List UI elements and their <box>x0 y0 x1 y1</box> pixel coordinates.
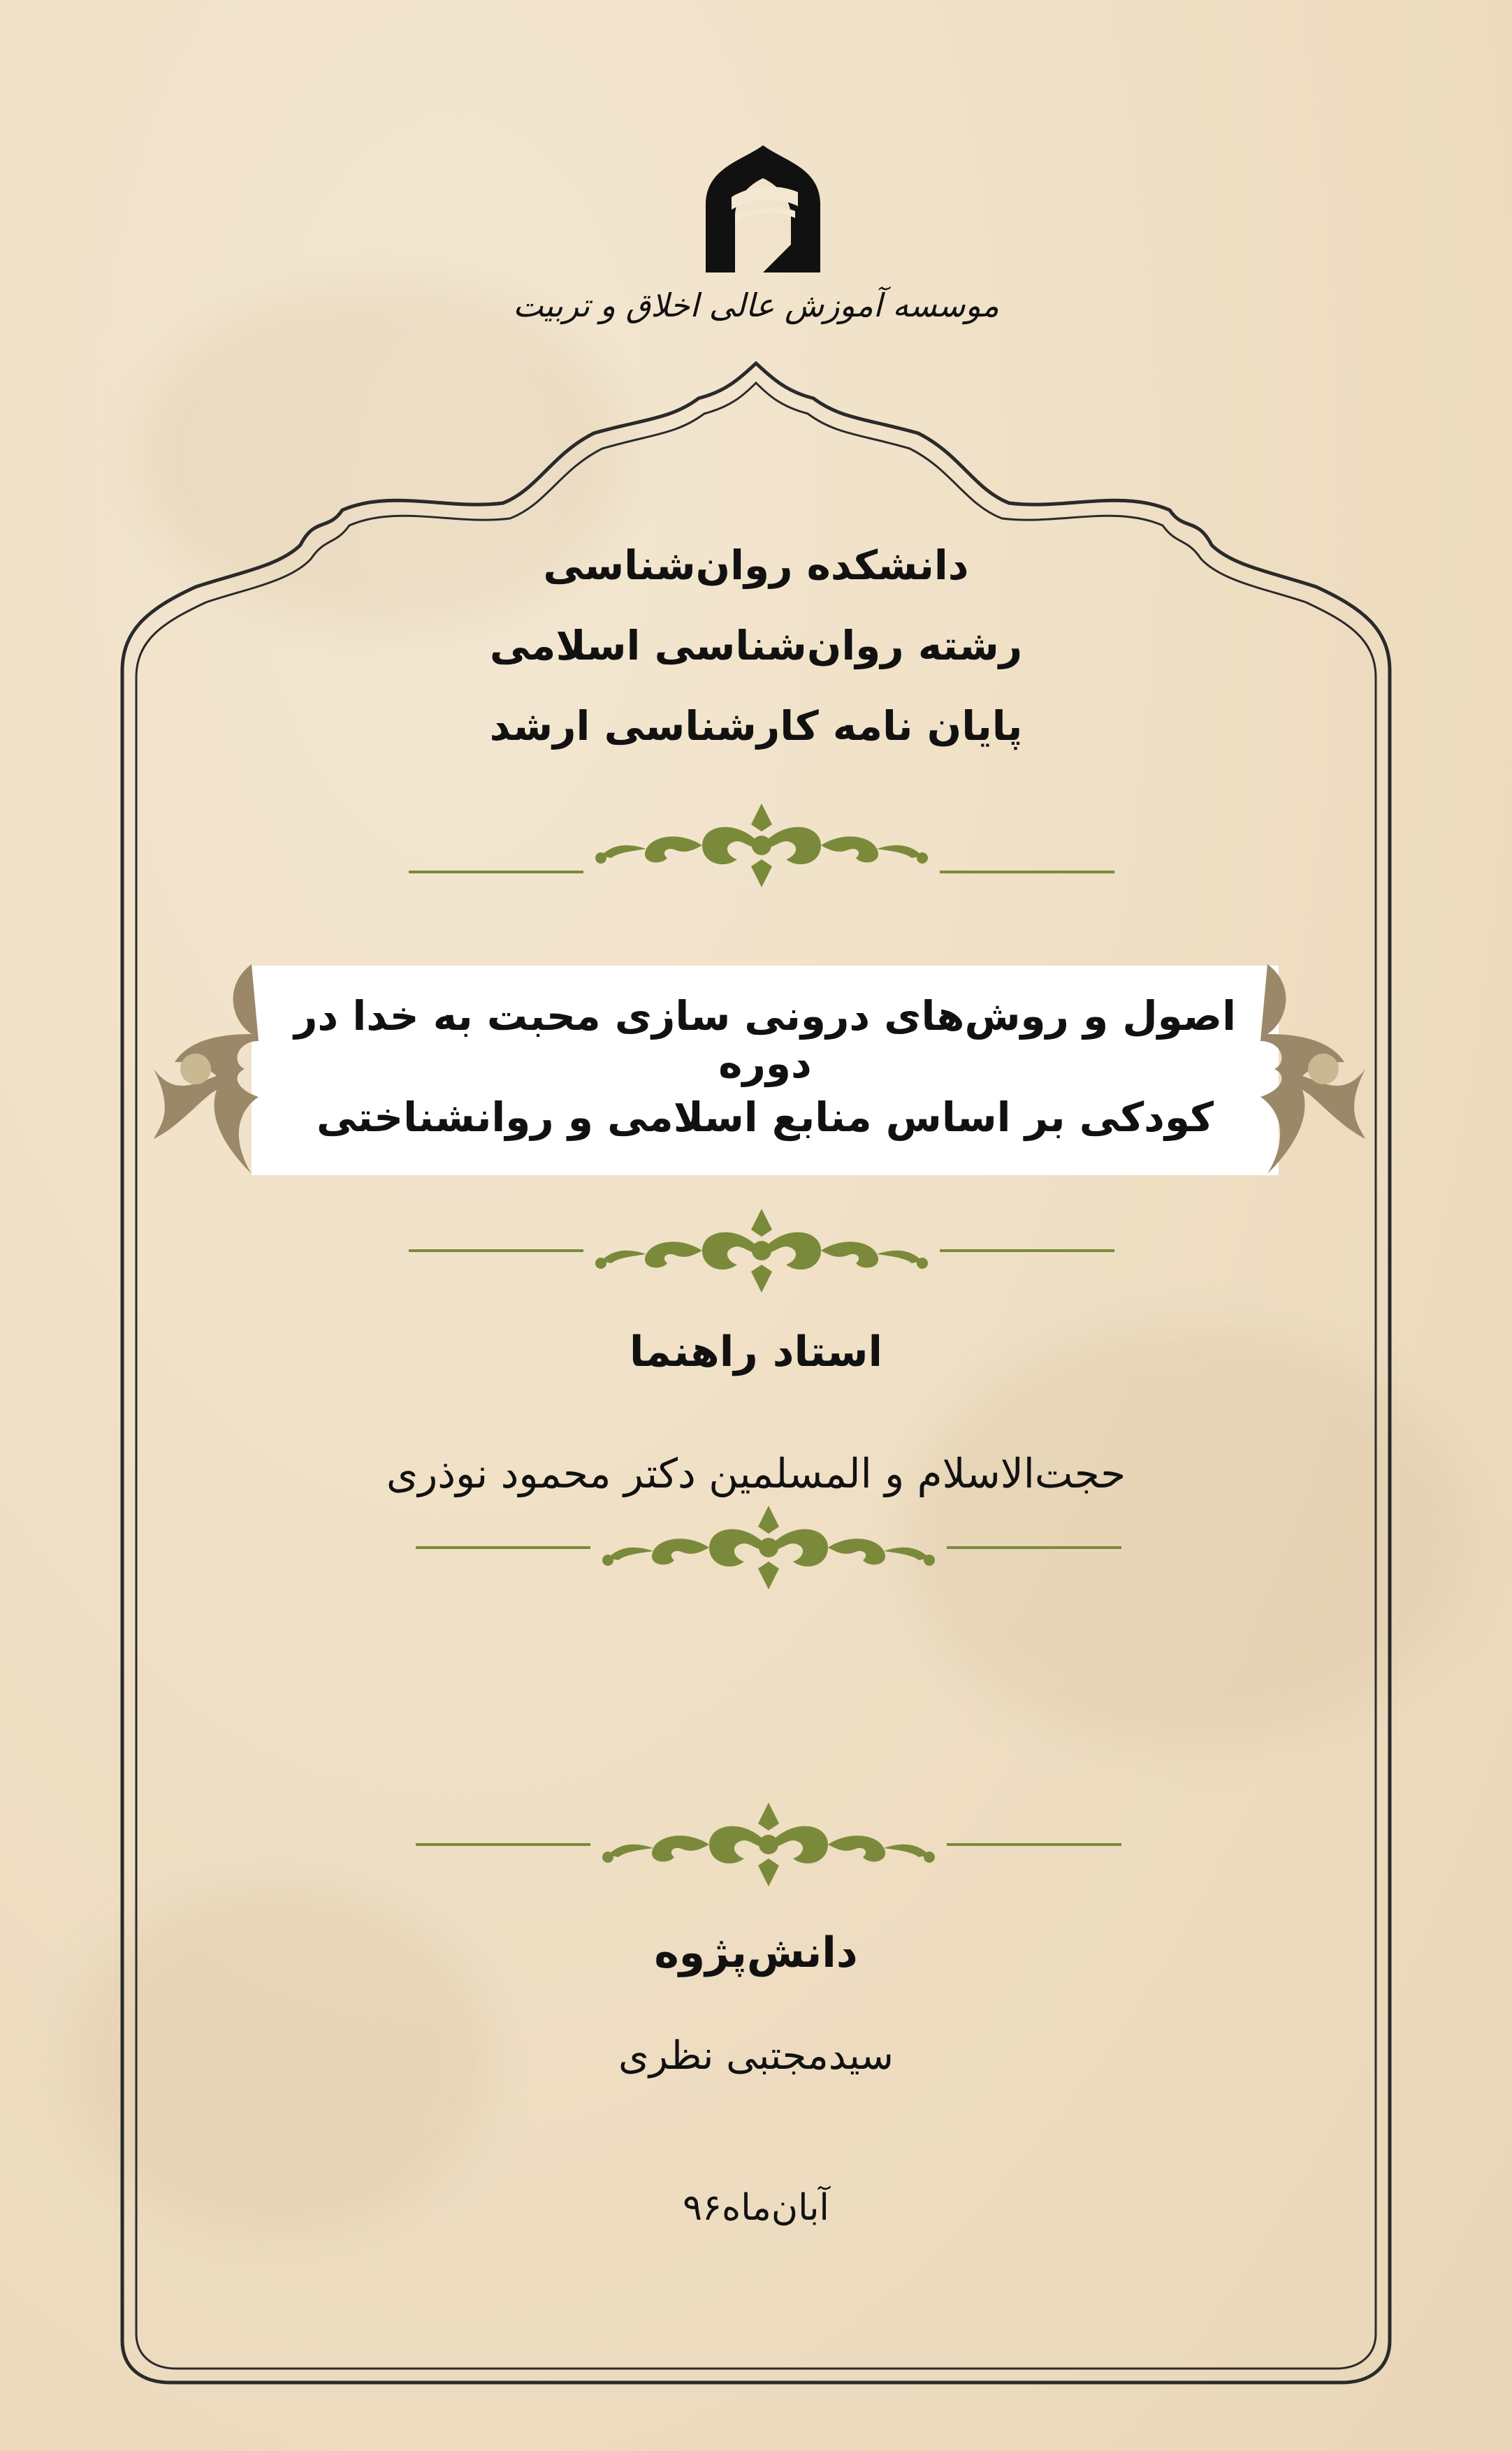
degree-label: پایان نامه کارشناسی ارشد <box>489 702 1023 750</box>
supervisor-label: استاد راهنما <box>629 1328 883 1376</box>
supervisor-name: حجت‌الاسلام و المسلمین دکتر محمود نوذری <box>386 1450 1126 1497</box>
ornament-divider-2 <box>409 1209 1114 1293</box>
ornament-divider-1 <box>409 803 1114 887</box>
researcher-name: سیدمجتبی نظری <box>618 2033 894 2079</box>
faculty-label: دانشکده روان‌شناسی <box>543 541 969 589</box>
ornament-divider-3 <box>416 1506 1121 1590</box>
left-side-ornament-icon <box>147 957 266 1181</box>
date-label: آبان‌ماه۹۶ <box>683 2187 829 2229</box>
researcher-label: دانش‌پژوه <box>654 1928 858 1977</box>
ornament-divider-4 <box>416 1803 1121 1886</box>
thesis-title-line2: کودکی بر اساس منابع اسلامی و روانشناختی <box>316 1093 1214 1141</box>
field-label: رشته روان‌شناسی اسلامی <box>489 622 1023 669</box>
institute-name: موسسه آموزش عالی اخلاق و تربیت <box>513 286 999 324</box>
thesis-title-line1: اصول و روش‌های درونی سازی محبت به خدا در دوره <box>294 992 1236 1087</box>
